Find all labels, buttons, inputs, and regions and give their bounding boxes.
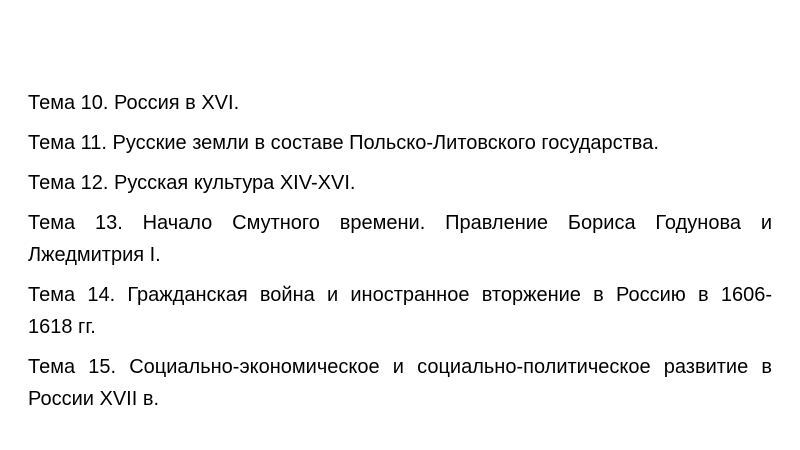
topic-line: Тема 13. Начало Смутного времени. Правление Бориса Годунова и bbox=[28, 212, 772, 234]
topic-line: Тема 14. Гражданская война и иностранное вторжение в Россию в 1606- bbox=[28, 284, 772, 306]
topics-list bbox=[28, 87, 772, 423]
topic-line: Тема 10. Россия в XVI. bbox=[28, 92, 240, 114]
topic-item-12 bbox=[28, 167, 772, 199]
topic-item-14 bbox=[28, 279, 772, 343]
topic-line: Лжедмитрия I. bbox=[28, 244, 161, 266]
topic-line: России XVII в. bbox=[28, 388, 160, 410]
topic-line: Тема 12. Русская культура XIV-XVI. bbox=[28, 172, 356, 194]
topic-line: 1618 гг. bbox=[28, 316, 96, 338]
topic-line: Тема 15. Социально-экономическое и социально-политическое развитие в bbox=[28, 356, 772, 378]
topic-item-15 bbox=[28, 351, 772, 415]
topic-line: Тема 11. Русские земли в составе Польско-Литовского государства. bbox=[28, 132, 659, 154]
topic-item-10 bbox=[28, 87, 772, 119]
topic-item-11 bbox=[28, 127, 772, 159]
topic-item-13 bbox=[28, 207, 772, 271]
